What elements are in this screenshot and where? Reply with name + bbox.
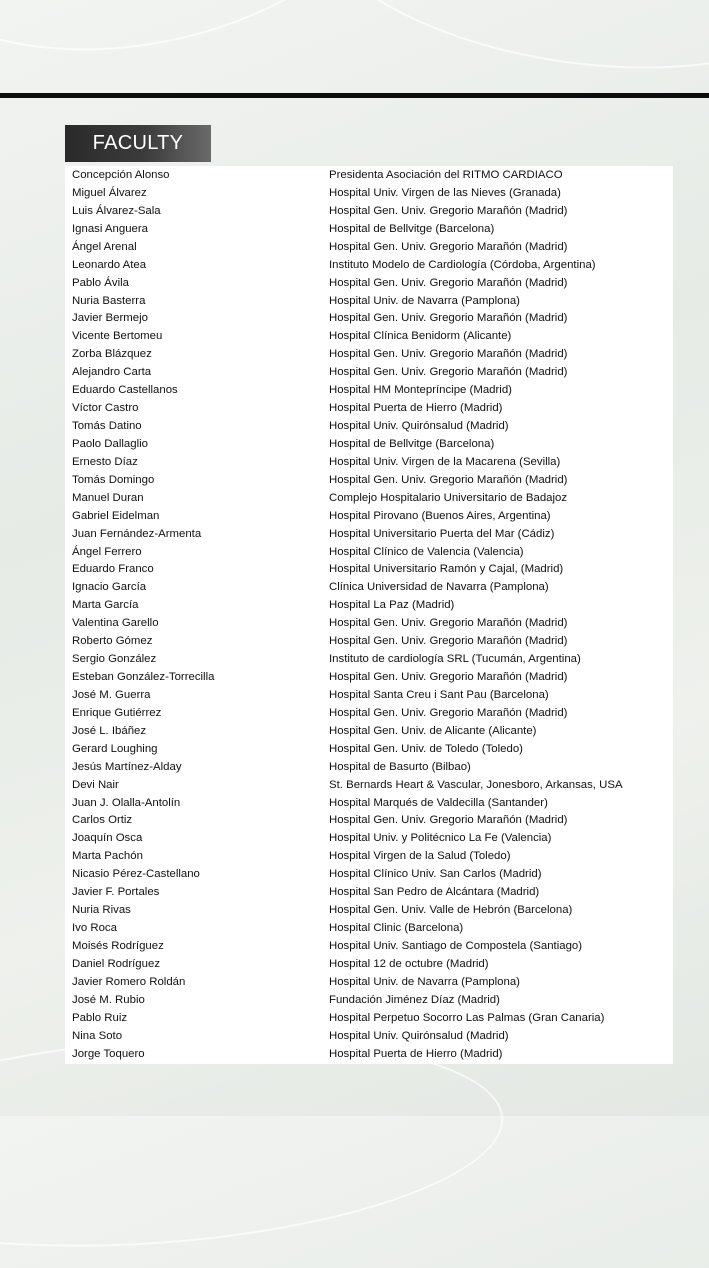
faculty-name: Gabriel Eidelman [72, 509, 160, 522]
faculty-row [65, 617, 673, 635]
faculty-institution: Hospital Santa Creu i Sant Pau (Barcelona) [329, 688, 549, 701]
faculty-institution: Hospital Gen. Univ. Gregorio Marañón (Madrid) [329, 366, 568, 379]
faculty-row [65, 653, 673, 671]
faculty-institution: Hospital Univ. Santiago de Compostela (Santiago) [329, 939, 583, 952]
faculty-row [65, 259, 673, 277]
faculty-name: Ivo Roca [72, 922, 117, 935]
faculty-name: Joaquín Osca [72, 832, 143, 845]
faculty-name: Carlos Ortiz [72, 814, 133, 827]
faculty-institution: St. Bernards Heart & Vascular, Jonesboro, Arkansas, USA [329, 778, 623, 791]
faculty-institution: Hospital Gen. Univ. Gregorio Marañón (Madrid) [329, 348, 568, 361]
faculty-row [65, 492, 673, 510]
faculty-institution: Hospital Gen. Univ. de Toledo (Toledo) [329, 742, 523, 755]
faculty-row [65, 725, 673, 743]
header-rule [0, 93, 709, 98]
faculty-name: Manuel Duran [72, 491, 144, 504]
faculty-name: Ignasi Anguera [72, 222, 148, 235]
faculty-institution: Instituto de cardiología SRL (Tucumán, Argentina) [329, 653, 581, 666]
faculty-institution: Hospital Univ. y Politécnico La Fe (Valencia) [329, 832, 552, 845]
faculty-name: Ernesto Díaz [72, 455, 138, 468]
faculty-institution: Clínica Universidad de Navarra (Pamplona) [329, 581, 549, 594]
faculty-name: Javier Bermejo [72, 312, 148, 325]
background-swirl [0, 0, 430, 95]
section-title: FACULTY [65, 125, 211, 162]
faculty-institution: Hospital Univ. Quirónsalud (Madrid) [329, 1029, 509, 1042]
faculty-row [65, 456, 673, 474]
faculty-institution: Hospital Pirovano (Buenos Aires, Argentina) [329, 509, 551, 522]
faculty-row [65, 868, 673, 886]
faculty-row [65, 510, 673, 528]
faculty-institution: Hospital Clínico Univ. San Carlos (Madrid) [329, 868, 542, 881]
faculty-name: Víctor Castro [72, 402, 139, 415]
faculty-row [65, 528, 673, 546]
faculty-name: Moisés Rodríguez [72, 939, 164, 952]
faculty-row [65, 474, 673, 492]
faculty-row [65, 689, 673, 707]
faculty-row [65, 743, 673, 761]
faculty-name: Ángel Ferrero [72, 545, 142, 558]
faculty-name: José L. Ibáñez [72, 724, 147, 737]
faculty-name: Esteban González-Torrecilla [72, 671, 215, 684]
faculty-institution: Hospital Gen. Univ. Valle de Hebrón (Barcelona) [329, 904, 573, 917]
faculty-name: Eduardo Castellanos [72, 384, 178, 397]
faculty-name: Leonardo Atea [72, 258, 147, 271]
faculty-institution: Hospital Puerta de Hierro (Madrid) [329, 1047, 503, 1060]
faculty-name: Paolo Dallaglio [72, 437, 148, 450]
faculty-name: Tomás Datino [72, 420, 142, 433]
faculty-name: Nuria Rivas [72, 904, 131, 917]
faculty-row [65, 187, 673, 205]
faculty-row [65, 958, 673, 976]
faculty-institution: Hospital Gen. Univ. Gregorio Marañón (Madrid) [329, 312, 568, 325]
faculty-row [65, 223, 673, 241]
faculty-row [65, 635, 673, 653]
faculty-row [65, 241, 673, 259]
faculty-row [65, 671, 673, 689]
faculty-row [65, 850, 673, 868]
faculty-institution: Hospital Universitario Ramón y Cajal, (Madrid) [329, 563, 564, 576]
faculty-institution: Hospital HM Montepríncipe (Madrid) [329, 384, 512, 397]
faculty-institution: Hospital Univ. Virgen de la Macarena (Sevilla) [329, 455, 561, 468]
faculty-name: José M. Guerra [72, 688, 151, 701]
faculty-name: Javier Romero Roldán [72, 975, 186, 988]
faculty-row [65, 563, 673, 581]
faculty-institution: Hospital Marqués de Valdecilla (Santander) [329, 796, 548, 809]
faculty-list [65, 166, 673, 1064]
faculty-name: Miguel Álvarez [72, 186, 147, 199]
faculty-row [65, 420, 673, 438]
faculty-name: Sergio González [72, 653, 157, 666]
faculty-name: Juan Fernández-Armenta [72, 527, 202, 540]
faculty-row [65, 295, 673, 313]
faculty-row [65, 779, 673, 797]
faculty-name: Zorba Blázquez [72, 348, 152, 361]
faculty-institution: Hospital de Bellvitge (Barcelona) [329, 222, 495, 235]
faculty-name: Javier F. Portales [72, 886, 160, 899]
faculty-row [65, 1030, 673, 1048]
faculty-name: Jesús Martínez-Alday [72, 760, 182, 773]
faculty-institution: Hospital Gen. Univ. Gregorio Marañón (Madrid) [329, 706, 568, 719]
faculty-row [65, 707, 673, 725]
faculty-institution: Hospital Gen. Univ. Gregorio Marañón (Madrid) [329, 617, 568, 630]
faculty-name: Concepción Alonso [72, 169, 170, 181]
faculty-row [65, 366, 673, 384]
faculty-institution: Hospital de Bellvitge (Barcelona) [329, 437, 495, 450]
faculty-name: Pablo Ruiz [72, 1011, 128, 1024]
faculty-name: Nuria Basterra [72, 294, 146, 307]
faculty-row [65, 832, 673, 850]
faculty-name: Ángel Arenal [72, 240, 137, 253]
faculty-institution: Hospital Virgen de la Salud (Toledo) [329, 850, 511, 863]
faculty-institution: Hospital de Basurto (Bilbao) [329, 760, 471, 773]
faculty-institution: Instituto Modelo de Cardiología (Córdoba, Argentina) [329, 258, 596, 271]
faculty-row [65, 797, 673, 815]
faculty-institution: Hospital Univ. de Navarra (Pamplona) [329, 975, 520, 988]
faculty-name: Nina Soto [72, 1029, 123, 1042]
faculty-row [65, 277, 673, 295]
faculty-row [65, 976, 673, 994]
faculty-institution: Hospital Univ. de Navarra (Pamplona) [329, 294, 520, 307]
faculty-row [65, 312, 673, 330]
faculty-institution: Hospital Perpetuo Socorro Las Palmas (Gran Canaria) [329, 1011, 605, 1024]
faculty-institution: Hospital Univ. Quirónsalud (Madrid) [329, 420, 509, 433]
background-swirl [284, 0, 709, 102]
faculty-row [65, 761, 673, 779]
faculty-name: Vicente Bertomeu [72, 330, 163, 343]
faculty-name: José M. Rubio [72, 993, 145, 1006]
faculty-institution: Hospital La Paz (Madrid) [329, 599, 455, 612]
faculty-institution: Fundación Jiménez Díaz (Madrid) [329, 993, 500, 1006]
faculty-institution: Complejo Hospitalario Universitario de Badajoz [329, 491, 568, 504]
faculty-row [65, 940, 673, 958]
faculty-institution: Hospital 12 de octubre (Madrid) [329, 957, 489, 970]
faculty-institution: Hospital Gen. Univ. Gregorio Marañón (Madrid) [329, 814, 568, 827]
faculty-name: Ignacio García [72, 581, 147, 594]
faculty-row [65, 922, 673, 940]
faculty-name: Devi Nair [72, 778, 119, 791]
faculty-row [65, 384, 673, 402]
faculty-row [65, 205, 673, 223]
faculty-row [65, 886, 673, 904]
faculty-row [65, 994, 673, 1012]
faculty-institution: Hospital Clínico de Valencia (Valencia) [329, 545, 524, 558]
faculty-row [65, 599, 673, 617]
faculty-name: Valentina Garello [72, 617, 159, 630]
faculty-row [65, 330, 673, 348]
faculty-institution: Hospital Clinic (Barcelona) [329, 922, 464, 935]
faculty-row [65, 546, 673, 564]
faculty-name: Roberto Gómez [72, 635, 153, 648]
faculty-name: Marta Pachón [72, 850, 143, 863]
faculty-institution: Hospital Gen. Univ. Gregorio Marañón (Madrid) [329, 473, 568, 486]
faculty-row [65, 581, 673, 599]
faculty-name: Juan J. Olalla-Antolín [72, 796, 181, 809]
faculty-name: Alejandro Carta [72, 366, 152, 379]
faculty-name: Eduardo Franco [72, 563, 154, 576]
faculty-institution: Hospital Gen. Univ. Gregorio Marañón (Madrid) [329, 635, 568, 648]
faculty-row [65, 1012, 673, 1030]
faculty-institution: Hospital Gen. Univ. Gregorio Marañón (Madrid) [329, 204, 568, 217]
faculty-row [65, 814, 673, 832]
faculty-name: Marta García [72, 599, 139, 612]
faculty-name: Gerard Loughing [72, 742, 158, 755]
faculty-name: Enrique Gutiérrez [72, 706, 162, 719]
faculty-institution: Hospital Puerta de Hierro (Madrid) [329, 402, 503, 415]
faculty-row [65, 169, 673, 187]
faculty-name: Jorge Toquero [72, 1047, 145, 1060]
faculty-institution: Hospital San Pedro de Alcántara (Madrid) [329, 886, 540, 899]
faculty-institution: Hospital Gen. Univ. Gregorio Marañón (Madrid) [329, 240, 568, 253]
faculty-name: Luis Álvarez-Sala [72, 204, 161, 217]
faculty-name: Nicasio Pérez-Castellano [72, 868, 200, 881]
faculty-name: Tomás Domingo [72, 473, 155, 486]
faculty-row [65, 402, 673, 420]
faculty-row [65, 904, 673, 922]
faculty-name: Pablo Ávila [72, 276, 129, 289]
faculty-row [65, 438, 673, 456]
faculty-institution: Hospital Univ. Virgen de las Nieves (Granada) [329, 186, 561, 199]
faculty-row [65, 348, 673, 366]
faculty-institution: Hospital Clínica Benidorm (Alicante) [329, 330, 512, 343]
faculty-row [65, 1048, 673, 1066]
faculty-institution: Hospital Universitario Puerta del Mar (Cádiz) [329, 527, 555, 540]
faculty-institution: Hospital Gen. Univ. de Alicante (Alicante) [329, 724, 537, 737]
faculty-institution: Hospital Gen. Univ. Gregorio Marañón (Madrid) [329, 276, 568, 289]
faculty-institution: Hospital Gen. Univ. Gregorio Marañón (Madrid) [329, 671, 568, 684]
faculty-institution: Presidenta Asociación del RITMO CARDIACO [329, 169, 563, 181]
faculty-name: Daniel Rodríguez [72, 957, 161, 970]
